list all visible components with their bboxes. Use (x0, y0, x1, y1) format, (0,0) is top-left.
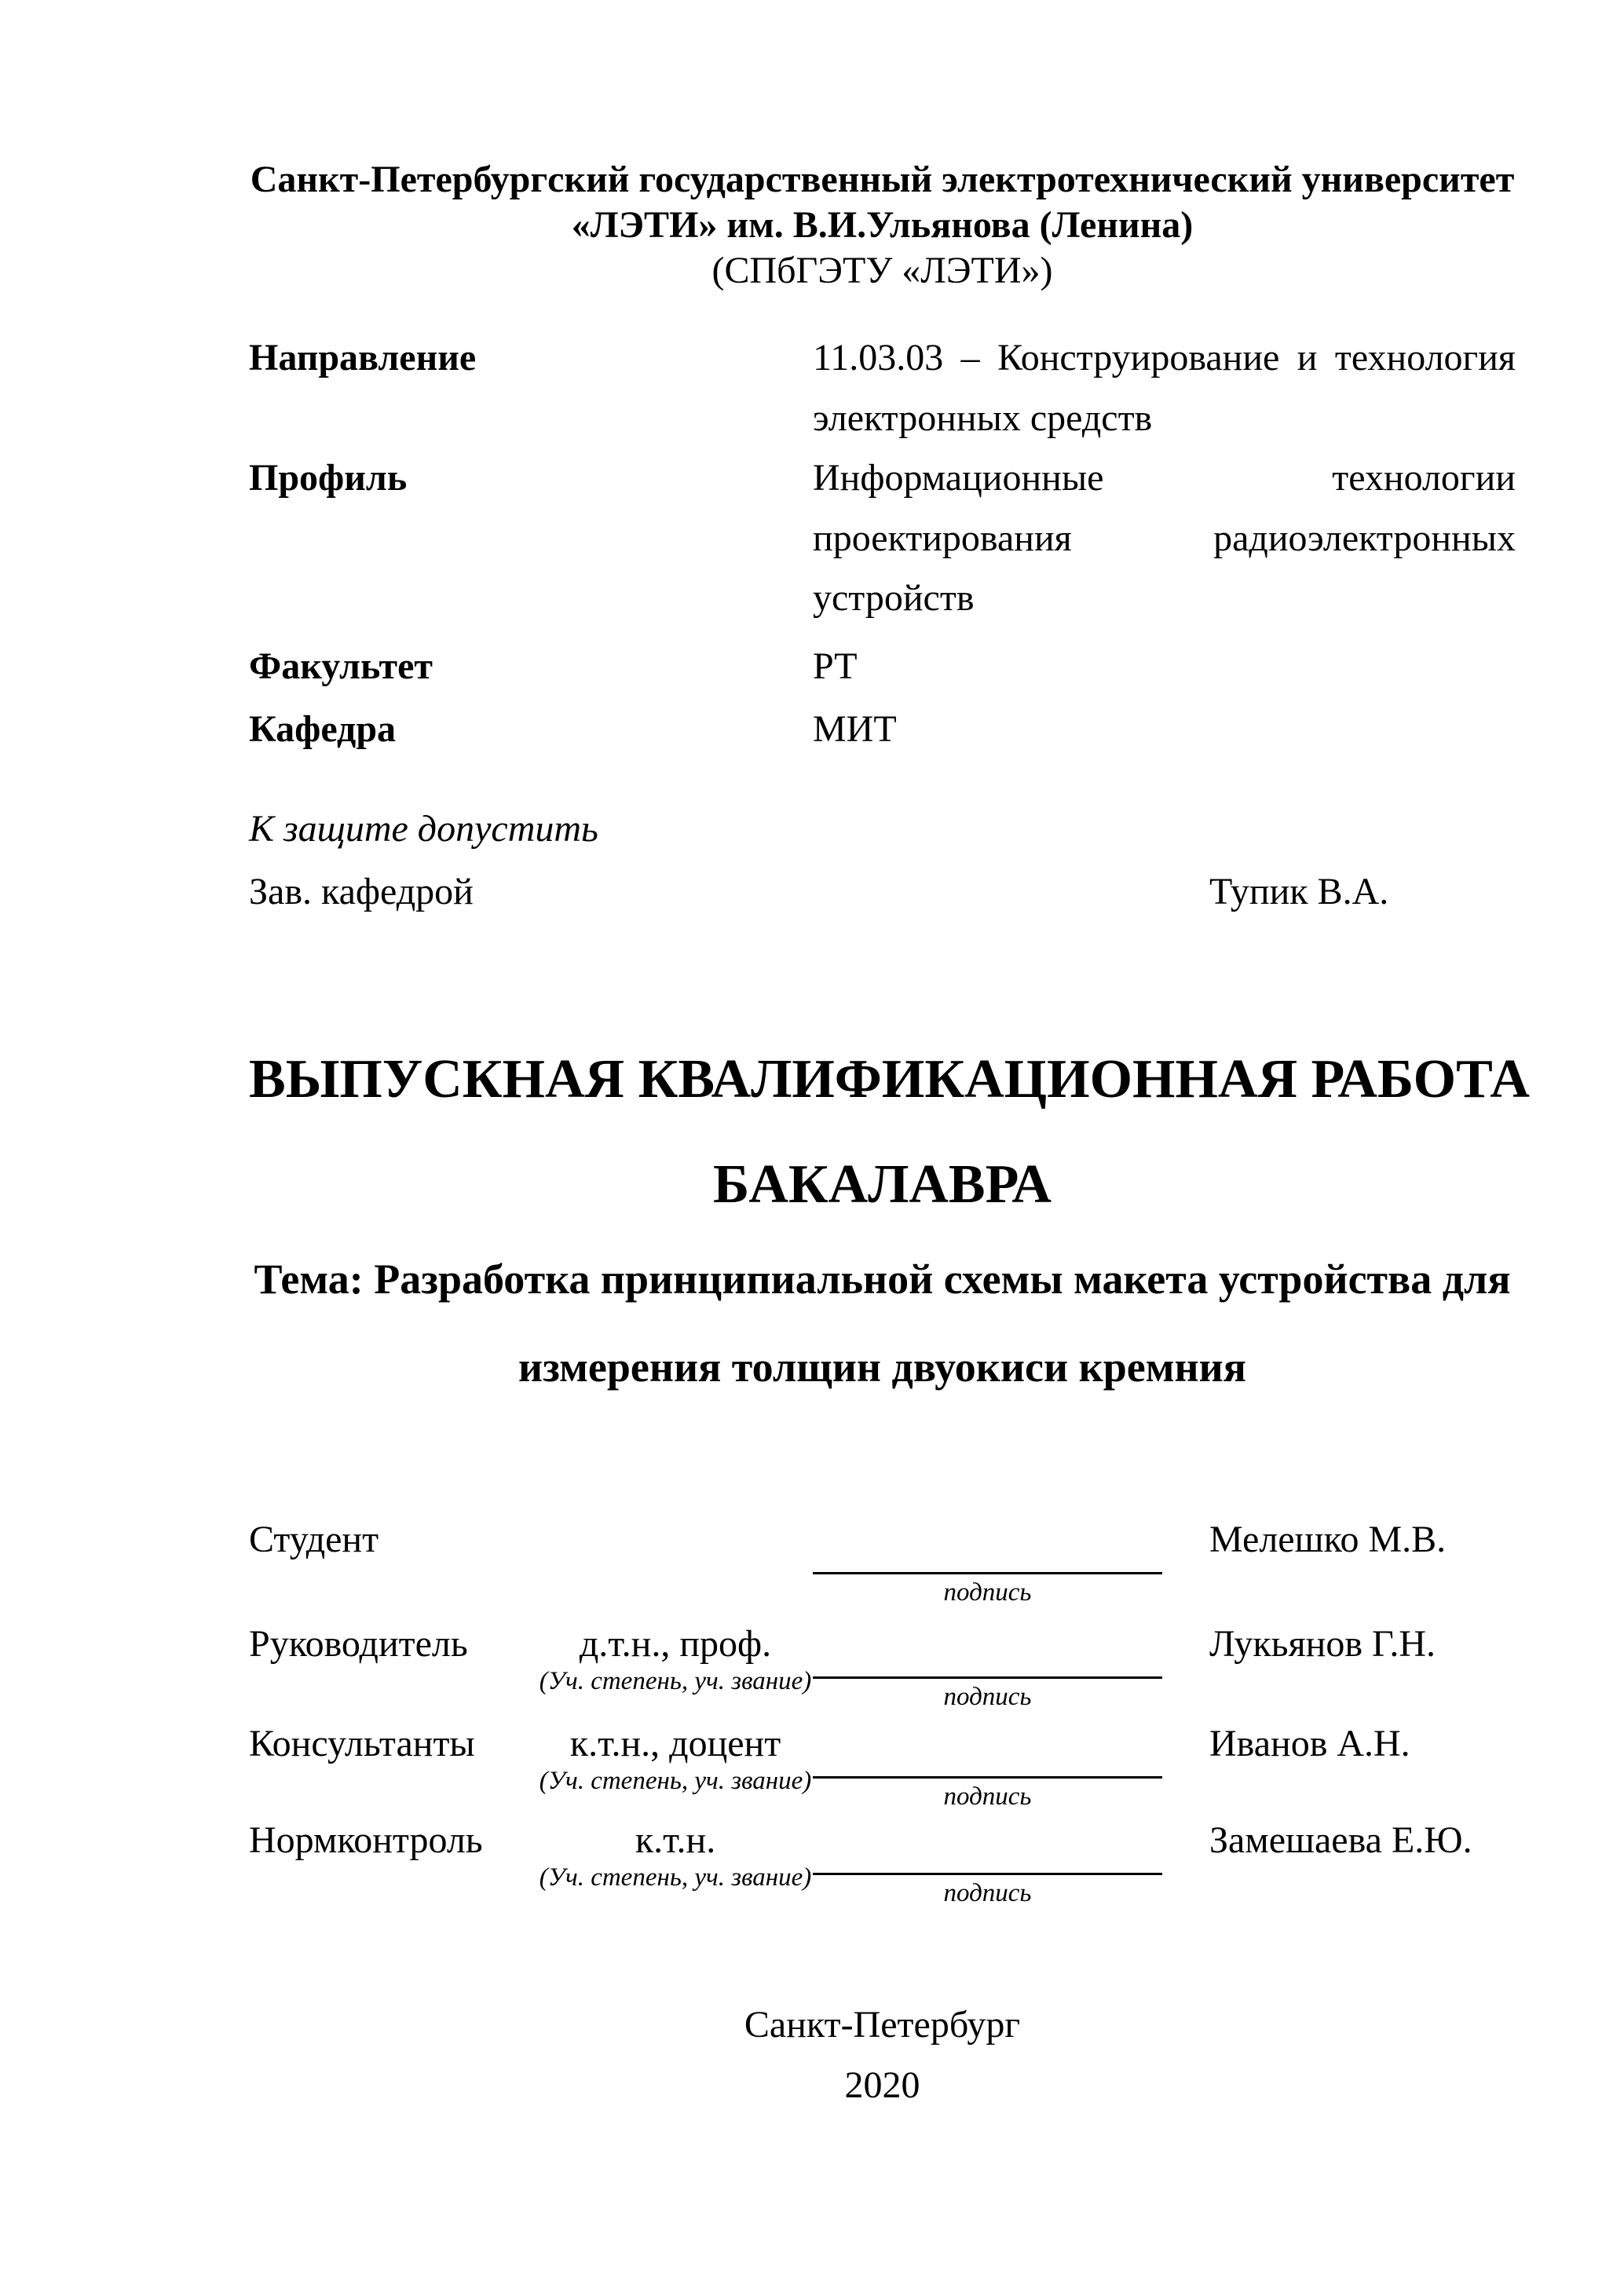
signature-name-normcontrol: Замешаева Е.Ю. (1209, 1819, 1472, 1861)
profile-value-line1: Информационные технологии (813, 457, 1516, 499)
university-name-line2: «ЛЭТИ» им. В.И.Ульянова (Ленина) (571, 204, 1194, 246)
department-head-label: Зав. кафедрой (249, 871, 474, 912)
theme-line1: Тема: Разработка принципиальной схемы макета устройства для (254, 1256, 1511, 1303)
signature-caption-consultants: подпись (943, 1782, 1032, 1811)
faculty-value: РТ (813, 645, 858, 687)
signature-qualification-supervisor: д.т.н., проф. (579, 1623, 772, 1665)
signature-name-supervisor: Лукьянов Г.Н. (1209, 1623, 1436, 1665)
profile-label: Профиль (249, 457, 408, 499)
university-abbreviation: (СПбГЭТУ «ЛЭТИ») (711, 250, 1053, 291)
signature-role-supervisor: Руководитель (249, 1623, 468, 1665)
signature-line-student (813, 1572, 1162, 1574)
signature-role-consultants: Консультанты (249, 1723, 475, 1764)
direction-value-line2: электронных средств (813, 397, 1153, 439)
profile-value-line3: устройств (813, 577, 975, 619)
direction-label: Направление (249, 337, 477, 378)
department-head-name: Тупик В.А. (1209, 871, 1389, 912)
direction-value-line1: 11.03.03 – Конструирование и технология (813, 337, 1516, 378)
university-name-line1: Санкт-Петербургский государственный электротехнический университет (250, 159, 1515, 200)
signature-caption-supervisor: подпись (943, 1683, 1032, 1711)
signature-line-consultants (813, 1776, 1162, 1779)
signature-role-student: Студент (249, 1519, 379, 1560)
signature-line-supervisor (813, 1676, 1162, 1679)
profile-value-line2: проектирования радиоэлектронных (813, 517, 1516, 559)
department-label: Кафедра (249, 708, 397, 750)
signature-caption-normcontrol: подпись (943, 1879, 1032, 1907)
degree-hint-consultants: (Уч. степень, уч. звание) (539, 1767, 812, 1795)
signature-name-student: Мелешко М.В. (1209, 1519, 1447, 1560)
admit-to-defense-line: К защите допустить (249, 808, 598, 850)
work-title-line1: ВЫПУСКНАЯ КВАЛИФИКАЦИОННАЯ РАБОТА (249, 1049, 1530, 1110)
degree-hint-supervisor: (Уч. степень, уч. звание) (539, 1667, 812, 1695)
degree-hint-normcontrol: (Уч. степень, уч. звание) (539, 1863, 812, 1892)
department-value: МИТ (813, 708, 897, 750)
signature-caption-student: подпись (943, 1578, 1032, 1607)
footer-city: Санкт-Петербург (744, 2004, 1021, 2046)
signature-name-consultants: Иванов А.Н. (1209, 1723, 1410, 1764)
footer-year: 2020 (844, 2064, 920, 2106)
signature-role-normcontrol: Нормконтроль (249, 1819, 483, 1861)
theme-line2: измерения толщин двуокиси кремния (518, 1344, 1246, 1391)
signature-qualification-normcontrol: к.т.н. (635, 1819, 716, 1861)
faculty-label: Факультет (249, 645, 433, 687)
signature-qualification-consultants: к.т.н., доцент (569, 1723, 781, 1764)
signature-line-normcontrol (813, 1873, 1162, 1875)
work-title-line2: БАКАЛАВРА (713, 1154, 1052, 1215)
